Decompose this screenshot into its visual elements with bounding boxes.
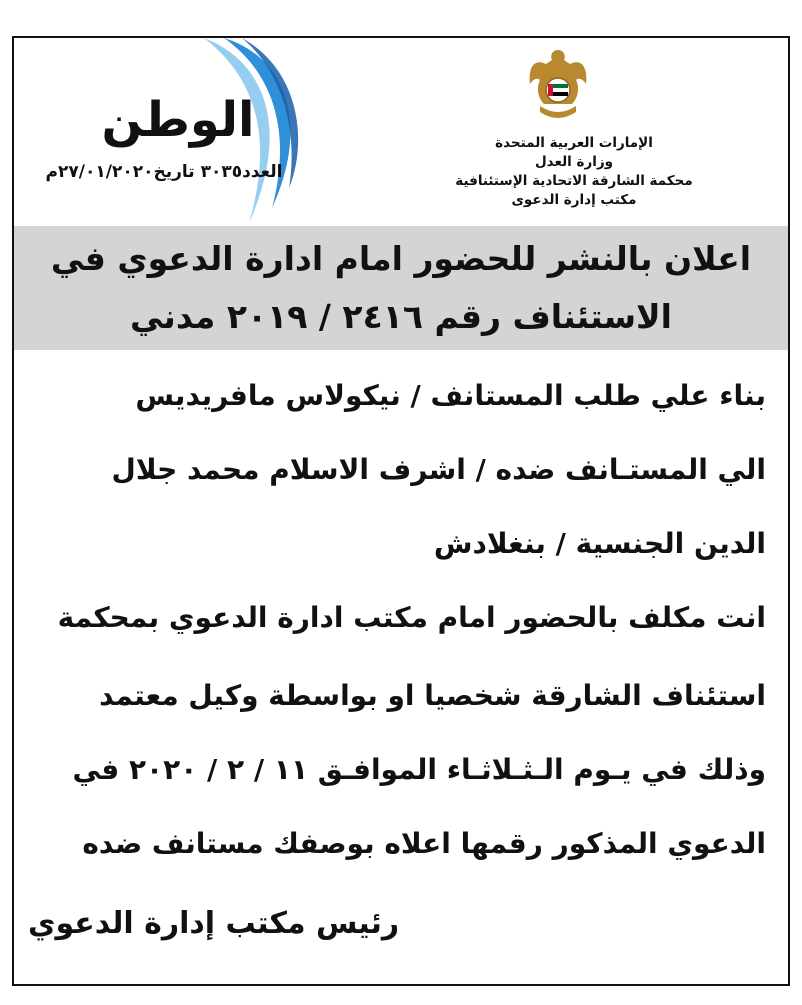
authority-country: الإمارات العربية المتحدة [495, 135, 653, 151]
issuing-authority [424, 134, 724, 210]
notice-frame [12, 36, 790, 986]
issue-date-line: العدد٣٠٣٥ تاريخ٢٧/٠١/٢٠٢٠م [45, 162, 283, 182]
body-line-1: بناء علي طلب المستانف / نيكولاس مافريديس [135, 379, 766, 412]
body-line-5: استئناف الشارقة شخصيا او بواسطة وكيل معتمد [99, 679, 766, 712]
body-line-6: وذلك في يـوم الـثـلاثـاء الموافـق ١١ / ٢ / ٢٠٢٠ في [72, 753, 766, 786]
body-line-7: الدعوي المذكور رقمها اعلاه بوصفك مستانف ضده [82, 827, 766, 860]
uae-eagle-emblem-icon [526, 44, 590, 128]
authority-office: مكتب إدارة الدعوى [511, 192, 637, 208]
notice-headline [14, 226, 788, 350]
authority-ministry: وزارة العدل [534, 154, 614, 170]
body-line-2: الي المستـانف ضده / اشرف الاسلام محمد جلال [111, 453, 766, 486]
body-line-3: الدين الجنسية / بنغلادش [433, 527, 766, 560]
newspaper-name: الوطن [101, 92, 255, 148]
signature-title: رئيس مكتب إدارة الدعوي [28, 906, 400, 941]
headline-line-1: اعلان بالنشر للحضور امام ادارة الدعوي في [50, 239, 752, 278]
authority-court: محكمة الشارقة الاتحادية الإستئنافية [455, 173, 693, 189]
body-line-4: انت مكلف بالحضور امام مكتب ادارة الدعوي بمحكمة [57, 601, 766, 634]
headline-line-2: الاستئناف رقم ٢٤١٦ / ٢٠١٩ مدني [130, 297, 672, 336]
